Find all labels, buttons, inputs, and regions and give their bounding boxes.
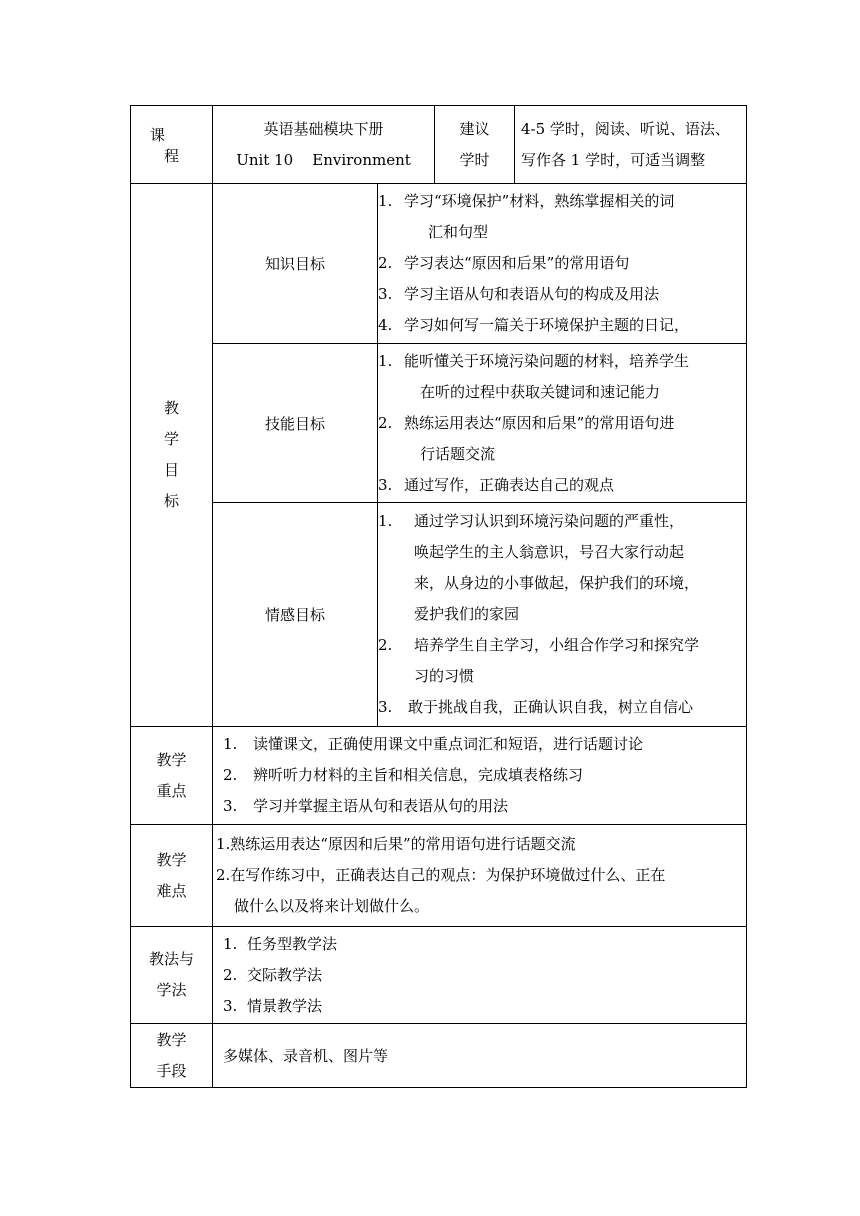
list-item	[223, 729, 746, 760]
skills-row	[131, 344, 747, 503]
list-item	[223, 960, 746, 991]
difficulties-row	[131, 825, 747, 927]
list-item	[378, 186, 746, 248]
item-line: 唤起学生的主人翁意识，号召大家行动起	[414, 543, 685, 561]
item-line: 能听懂关于环境污染问题的材料，培养学生	[404, 351, 690, 370]
item-number: 1.	[223, 735, 238, 753]
knowledge-label-cell	[213, 184, 378, 344]
methods-label-cell	[131, 927, 213, 1024]
item-line: 学习“环境保护”材料，熟练掌握相关的词	[404, 192, 675, 210]
item-text: 学习主语从句和表语从句的构成及用法	[404, 285, 660, 303]
item-number: 3.	[223, 996, 238, 1015]
skills-label: 技能目标	[264, 414, 325, 433]
list-item	[378, 470, 746, 501]
item-text: 学习并掌握主语从句和表语从句的用法	[253, 797, 509, 815]
item-number: 2.	[378, 636, 393, 654]
methods-items-cell	[213, 927, 747, 1024]
item-text: 情景教学法	[247, 996, 323, 1015]
means-row	[131, 1024, 747, 1088]
difficulties-label-cell	[131, 825, 213, 927]
emotion-items-cell	[378, 503, 747, 727]
item-text	[404, 346, 746, 408]
list-item	[223, 760, 746, 791]
emotion-row	[131, 503, 747, 727]
list-item	[378, 408, 746, 470]
item-number: 2.	[378, 413, 393, 432]
methods-row	[131, 927, 747, 1024]
emotion-label-cell	[213, 503, 378, 727]
skills-items-cell	[378, 344, 747, 503]
knowledge-label: 知识目标	[264, 255, 325, 273]
key-points-items-cell	[213, 727, 747, 825]
skills-label-cell	[213, 344, 378, 503]
means-label-cell	[131, 1024, 213, 1088]
difficulties-label: 难点	[156, 881, 187, 900]
list-item-continuation: 做什么以及将来计划做什么。	[234, 897, 430, 915]
item-line: 培养学生自主学习，小组合作学习和探究学	[414, 636, 700, 654]
item-text: 读懂课文，正确使用课文中重点词汇和短语，进行话题讨论	[253, 735, 644, 753]
item-text: 敢于挑战自我，正确认识自我，树立自信心	[408, 698, 694, 716]
knowledge-row	[131, 184, 747, 344]
item-number: 3.	[378, 475, 393, 494]
difficulties-label: 教学	[156, 850, 187, 869]
item-number: 3.	[378, 698, 393, 716]
list-item	[378, 248, 746, 279]
item-text	[414, 630, 746, 692]
objectives-label-char: 目	[163, 461, 179, 479]
course-title-cn: 英语基础模块下册	[263, 119, 384, 138]
item-text: 交际教学法	[247, 965, 323, 984]
hours-line-1: 4-5 学时，阅读、听说、语法、	[521, 119, 730, 138]
hours-line-2: 写作各 1 学时，可适当调整	[521, 150, 706, 169]
item-line: 习的习惯	[414, 667, 475, 685]
difficulties-items-cell	[213, 825, 747, 927]
item-number: 3.	[223, 797, 238, 815]
item-number: 1.	[378, 192, 393, 210]
objectives-label-char: 学	[163, 430, 179, 448]
lesson-plan-table	[130, 105, 747, 1088]
item-number: 1.	[378, 512, 393, 530]
item-number: 2.	[378, 254, 393, 272]
item-text: 辨听听力材料的主旨和相关信息，完成填表格练习	[253, 766, 584, 784]
list-item	[223, 929, 746, 960]
means-label: 手段	[156, 1061, 187, 1080]
item-text: 通过写作，正确表达自己的观点	[404, 475, 615, 494]
list-item	[378, 346, 746, 408]
item-number: 2.	[223, 965, 238, 984]
list-item	[223, 991, 746, 1022]
item-number: 4.	[378, 316, 393, 334]
course-title-cell	[213, 106, 435, 184]
item-text	[404, 408, 746, 470]
item-line: 汇和句型	[428, 223, 489, 241]
item-line: 熟练运用表达“原因和后果”的常用语句进	[404, 413, 675, 432]
item-number: 2.	[223, 766, 238, 784]
item-line: 爱护我们的家园	[414, 605, 520, 623]
list-item: 1.熟练运用表达“原因和后果”的常用语句进行话题交流	[216, 835, 576, 853]
objectives-label-char: 标	[163, 492, 179, 510]
list-item	[378, 630, 746, 692]
item-text: 学习如何写一篇关于环境保护主题的日记，	[404, 316, 690, 334]
list-item	[223, 791, 746, 822]
means-text: 多媒体、录音机、图片等	[223, 1047, 389, 1065]
item-number: 1.	[223, 934, 238, 953]
list-item	[378, 310, 746, 341]
course-label: 课程	[149, 125, 207, 165]
item-number: 3.	[378, 285, 393, 303]
list-item: 2.在写作练习中，正确表达自己的观点：为保护环境做过什么、正在	[216, 866, 666, 884]
item-line: 通过学习认识到环境污染问题的严重性，	[414, 512, 685, 530]
hours-label-1: 建议	[459, 119, 490, 138]
course-row	[131, 106, 747, 184]
list-item	[378, 506, 746, 630]
means-label: 教学	[156, 1030, 187, 1049]
item-text: 学习表达“原因和后果”的常用语句	[404, 254, 630, 272]
emotion-label: 情感目标	[264, 606, 325, 624]
hours-label-cell	[435, 106, 515, 184]
objectives-label-char: 教	[163, 399, 179, 417]
key-points-label-cell	[131, 727, 213, 825]
key-points-label: 教学	[156, 750, 187, 769]
item-text: 任务型教学法	[247, 934, 338, 953]
methods-label: 学法	[156, 981, 187, 999]
key-points-label: 重点	[156, 781, 187, 800]
means-value-cell	[213, 1024, 747, 1088]
item-line: 来，从身边的小事做起，保护我们的环境，	[414, 574, 700, 592]
item-line: 行话题交流	[420, 444, 496, 463]
key-points-row	[131, 727, 747, 825]
list-item	[378, 279, 746, 310]
item-text	[414, 506, 746, 630]
course-label-cell	[131, 106, 213, 184]
item-number: 1.	[378, 351, 393, 370]
list-item	[378, 692, 746, 723]
knowledge-items-cell	[378, 184, 747, 344]
hours-value-cell	[515, 106, 747, 184]
item-text	[404, 186, 746, 248]
hours-label-2: 学时	[459, 150, 490, 169]
methods-label: 教法与	[148, 950, 194, 968]
objectives-label-cell	[131, 184, 213, 727]
item-line: 在听的过程中获取关键词和速记能力	[420, 382, 661, 401]
course-title-en: Unit 10 Environment	[236, 150, 411, 169]
